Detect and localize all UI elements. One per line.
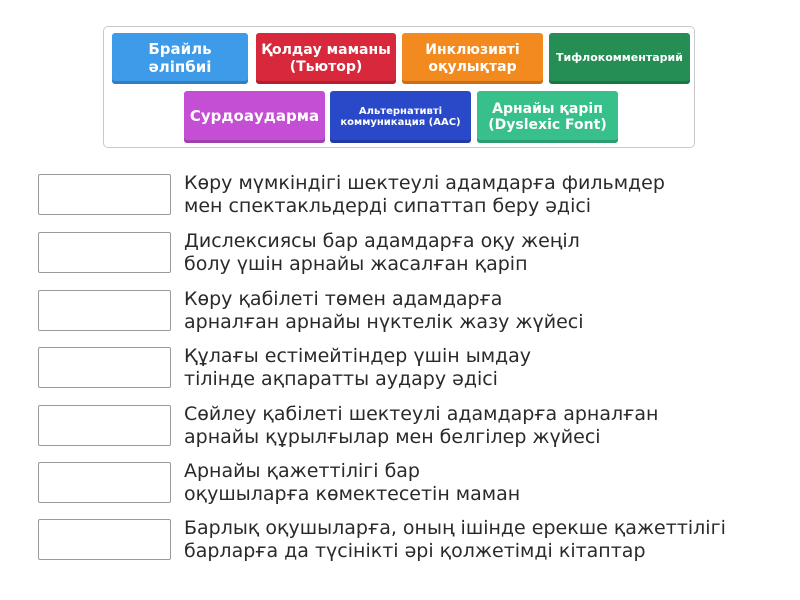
item-description-7: Барлық оқушыларға, оның ішінде ерекше қажеттілігі барларға да түсінікті әрі қолжетімді кітаптар — [184, 517, 726, 562]
item-description-4: Құлағы естімейтіндер үшін ымдау тілінде ақпаратты аудару әдісі — [184, 345, 532, 390]
tile-tutor[interactable]: Қолдау маманы (Тьютор) — [256, 33, 396, 84]
item-description-2: Дислексиясы бар адамдарға оқу жеңіл болу үшін арнайы жасалған қаріп — [184, 230, 580, 275]
item-description-3: Көру қабілеті төмен адамдарға арналған арнайы нүктелік жазу жүйесі — [184, 288, 584, 333]
item-description-5: Сөйлеу қабілеті шектеулі адамдарға арналған арнайы құрылғылар мен белгілер жүйесі — [184, 403, 659, 448]
drop-slot-1[interactable] — [38, 174, 171, 215]
item-description-6: Арнайы қажеттілігі бар оқушыларға көмектесетін маман — [184, 460, 521, 505]
tile-inclusive-textbooks[interactable]: Инклюзивті оқулықтар — [402, 33, 543, 84]
answer-bank — [103, 26, 695, 148]
tile-dyslexic-font[interactable]: Арнайы қаріп (Dyslexic Font) — [477, 91, 618, 143]
drop-slot-3[interactable] — [38, 290, 171, 331]
drop-slot-6[interactable] — [38, 462, 171, 503]
drop-slot-2[interactable] — [38, 232, 171, 273]
tile-typhlocommentary[interactable]: Тифлокомментарий — [549, 33, 690, 84]
tile-sign-language[interactable]: Сурдоаударма — [184, 91, 325, 143]
drop-slot-4[interactable] — [38, 347, 171, 388]
tile-aac[interactable]: Альтернативті коммуникация (AAC) — [330, 91, 471, 143]
tile-braille[interactable]: Брайль әліпбиі — [112, 33, 248, 84]
drop-slot-7[interactable] — [38, 519, 171, 560]
item-description-1: Көру мүмкіндігі шектеулі адамдарға фильмдер мен спектакльдерді сипаттап беру әдісі — [184, 172, 665, 217]
drop-slot-5[interactable] — [38, 405, 171, 446]
